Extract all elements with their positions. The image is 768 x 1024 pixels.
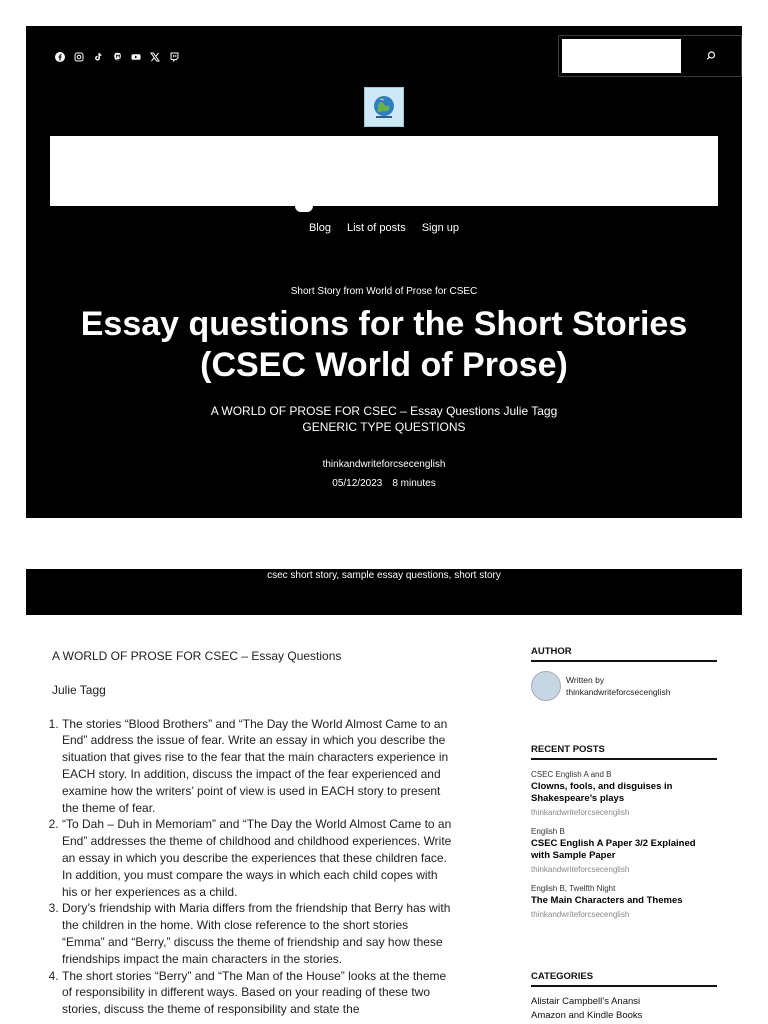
recent-post-title[interactable]: The Main Characters and Themes (531, 895, 683, 906)
search-icon (703, 48, 719, 64)
article-body (52, 648, 454, 1018)
search-button[interactable] (703, 48, 719, 64)
instagram-icon[interactable] (73, 51, 84, 62)
recent-post (531, 770, 717, 817)
category-link[interactable]: Alistair Campbell’s Anansi (531, 996, 641, 1007)
recent-post-author[interactable]: thinkandwriteforcsecenglish (531, 865, 630, 874)
site-title-fragment (295, 206, 313, 212)
recent-post-author[interactable]: thinkandwriteforcsecenglish (531, 910, 630, 919)
post-author-link[interactable]: thinkandwriteforcsecenglish (322, 459, 446, 470)
mastodon-icon[interactable] (111, 51, 122, 62)
list-item: 3. Dory’s friendship with Maria differs from the friendship that Berry has with the children in the home. With close reference to the short stories “Emma” and “Berry,” discuss the theme of friendship and say how these friendships impact the main characters in the stories. (62, 900, 454, 967)
question-list (52, 716, 454, 1018)
recent-post-category[interactable]: CSEC English A and B (531, 770, 612, 779)
tiktok-icon[interactable] (92, 51, 103, 62)
nav-item-sign-up[interactable]: Sign up (421, 222, 460, 234)
recent-post-title[interactable]: CSEC English A Paper 3/2 Explained with Sample Paper (531, 838, 696, 861)
author-name-link[interactable]: thinkandwriteforcsecenglish (566, 687, 671, 697)
recent-post (531, 884, 717, 919)
categories-widget (531, 971, 717, 1023)
social-links (54, 51, 179, 62)
post-read-time: 8 minutes (392, 478, 436, 489)
post-header (26, 26, 742, 518)
search-input[interactable] (562, 39, 681, 73)
list-item: 4. The short stories “Berry” and “The Man of the House” looks at the theme of responsibility in different ways. Based on your reading of these two stories, discuss the theme of responsibility and state the (62, 968, 454, 1018)
post-meta (26, 478, 742, 489)
site-title-banner (50, 136, 718, 206)
article-heading: A WORLD OF PROSE FOR CSEC – Essay Questions (52, 649, 342, 663)
author-heading: AUTHOR (531, 646, 717, 662)
post-category-link[interactable]: Short Story from World of Prose for CSEC (290, 286, 478, 297)
nav-item-blog[interactable]: Blog (308, 222, 331, 234)
post-date: 05/12/2023 (332, 478, 383, 489)
recent-post-category[interactable]: English B, Twelfth Night (531, 884, 616, 893)
youtube-icon[interactable] (130, 51, 141, 62)
post-excerpt: A WORLD OF PROSE FOR CSEC – Essay Questions Julie Tagg GENERIC TYPE QUESTIONS (210, 404, 558, 434)
recent-post-title[interactable]: Clowns, fools, and disguises in Shakespeare’s plays (531, 781, 673, 804)
recent-posts-heading: RECENT POSTS (531, 744, 717, 760)
facebook-icon[interactable] (54, 51, 65, 62)
nav-item-list-of-posts[interactable]: List of posts (347, 222, 406, 234)
recent-posts-widget (531, 744, 717, 919)
x-icon[interactable] (149, 51, 160, 62)
primary-nav (26, 222, 742, 234)
list-item: 1. The stories “Blood Brothers” and “The Day the World Almost Came to an End” address the issue of fear. Write an essay in which you describe the situation that gives rise to the fear that the main characters experience in EACH story. In addition, discuss the impact of the fear experienced and examine how the writers’ point of view is used in EACH story to present the theme of fear. (62, 716, 454, 817)
globe-logo-icon (369, 92, 399, 122)
post-tags[interactable]: csec short story, sample essay questions, short story (26, 569, 742, 615)
written-by-label: Written by (566, 675, 605, 685)
author-widget (531, 646, 717, 701)
article-byline: Julie Tagg (52, 682, 106, 697)
post-title: Essay questions for the Short Stories (CSEC World of Prose) (80, 305, 688, 384)
search-form (558, 35, 742, 77)
author-card (531, 671, 717, 701)
twitch-icon[interactable] (168, 51, 179, 62)
list-item: 2. “To Dah – Duh in Memoriam” and “The Day the World Almost Came to an End” addresses the theme of childhood and childhood experiences. Write an essay in which you describe the experiences that these children face. In addition, you must compare the ways in which each child copes with his or her experiences as a child. (62, 816, 454, 900)
site-logo[interactable] (364, 87, 404, 127)
recent-post-category[interactable]: English B (531, 827, 565, 836)
avatar[interactable] (531, 671, 561, 701)
category-link[interactable]: Amazon and Kindle Books (531, 1010, 643, 1021)
recent-post (531, 827, 717, 874)
recent-post-author[interactable]: thinkandwriteforcsecenglish (531, 808, 630, 817)
categories-heading: CATEGORIES (531, 971, 717, 987)
